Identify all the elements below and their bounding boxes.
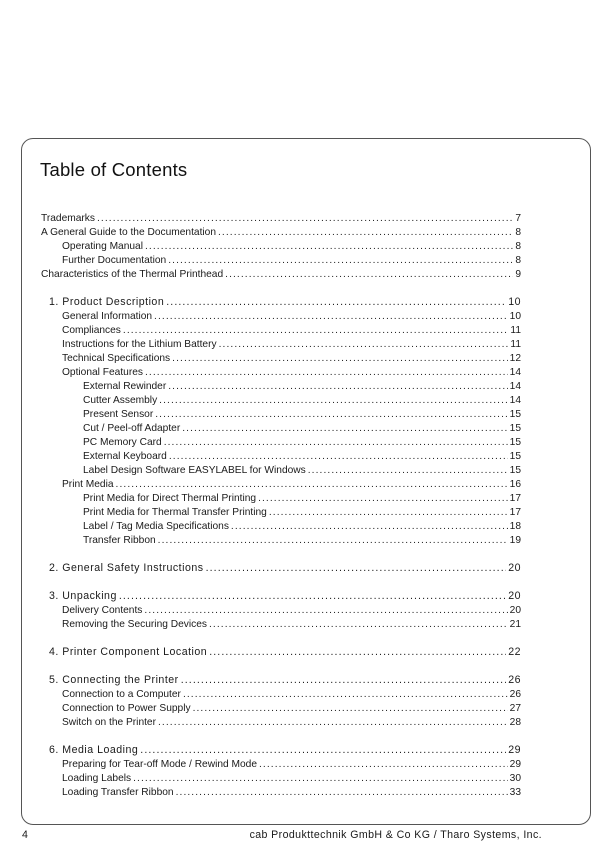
toc-entry-title: Loading Transfer Ribbon — [62, 787, 174, 798]
toc-entry-title: Operating Manual — [62, 241, 143, 252]
toc-entry-page: 16 — [509, 479, 521, 490]
toc-entry-title: General Information — [62, 311, 153, 322]
toc-entry[interactable] — [62, 786, 521, 799]
dot-leader — [181, 674, 507, 687]
dot-leader — [158, 534, 508, 547]
toc-entry-title: 5. Connecting the Printer — [49, 674, 179, 686]
toc-entry[interactable] — [41, 268, 521, 281]
toc-entry-page: 11 — [510, 325, 521, 336]
toc-entry-title: Technical Specifications — [62, 353, 171, 364]
toc-entry[interactable] — [83, 492, 521, 505]
dot-leader — [176, 786, 508, 799]
toc-entry[interactable] — [62, 478, 521, 491]
toc-chapter[interactable] — [49, 562, 521, 575]
toc-entry-title: Label / Tag Media Specifications — [83, 521, 229, 532]
toc-entry-page: 8 — [515, 241, 521, 252]
toc-entry-page: 21 — [509, 619, 521, 630]
toc-entry-title: Instructions for the Lithium Battery — [62, 339, 217, 350]
toc-entry-page: 17 — [509, 493, 521, 504]
toc-entry-page: 10 — [509, 311, 521, 322]
dot-leader — [183, 688, 508, 701]
toc-entry[interactable] — [62, 366, 521, 379]
toc-entry-page: 14 — [509, 381, 521, 392]
toc-entry-page: 11 — [510, 339, 521, 350]
toc-entry-title: Trademarks — [41, 213, 95, 224]
toc-entry-title: Present Sensor — [83, 409, 154, 420]
toc-entry-page: 19 — [509, 535, 521, 546]
toc-entry-title: A General Guide to the Documentation — [41, 227, 216, 238]
dot-leader — [231, 520, 508, 533]
toc-entry[interactable] — [83, 506, 521, 519]
dot-leader — [133, 772, 508, 785]
dot-leader — [155, 408, 507, 421]
footer-page-number: 4 — [22, 829, 28, 841]
toc-entry-title: Connection to Power Supply — [62, 703, 191, 714]
toc-chapter[interactable] — [49, 296, 521, 309]
dot-leader — [168, 254, 513, 267]
page-title: Table of Contents — [40, 159, 188, 180]
toc-entry-page: 7 — [515, 213, 521, 224]
dot-leader — [119, 590, 506, 603]
toc-entry[interactable] — [62, 618, 521, 631]
toc-chapter[interactable] — [49, 674, 521, 687]
toc-entry-title: Optional Features — [62, 367, 143, 378]
dot-leader — [218, 226, 513, 239]
toc-entry-title: Removing the Securing Devices — [62, 619, 207, 630]
toc-entry-page: 17 — [509, 507, 521, 518]
dot-leader — [225, 268, 513, 281]
toc-entry-title: Loading Labels — [62, 773, 132, 784]
dot-leader — [259, 758, 508, 771]
toc-entry-title: Print Media for Direct Thermal Printing — [83, 493, 257, 504]
toc-entry-page: 9 — [515, 269, 521, 280]
toc-entry-page: 33 — [509, 787, 521, 798]
toc-entry[interactable] — [83, 520, 521, 533]
toc-entry-page: 22 — [508, 646, 521, 658]
toc-entry-title: Switch on the Printer — [62, 717, 156, 728]
toc-entry-title: Cut / Peel-off Adapter — [83, 423, 181, 434]
toc-entry[interactable] — [62, 716, 521, 729]
toc-entry[interactable] — [62, 772, 521, 785]
toc-entry-page: 14 — [509, 367, 521, 378]
toc-entry-page: 14 — [509, 395, 521, 406]
dot-leader — [258, 492, 508, 505]
toc-entry-page: 15 — [509, 423, 521, 434]
dot-leader — [116, 478, 508, 491]
toc-entry[interactable] — [83, 380, 521, 393]
dot-leader — [182, 422, 507, 435]
toc-entry[interactable] — [62, 352, 521, 365]
dot-leader — [193, 702, 508, 715]
toc-entry[interactable] — [62, 604, 521, 617]
toc-entry-page: 27 — [509, 703, 521, 714]
toc-entry[interactable] — [62, 702, 521, 715]
toc-entry-page: 20 — [509, 605, 521, 616]
toc-entry-page: 8 — [515, 255, 521, 266]
dot-leader — [219, 338, 509, 351]
toc-entry[interactable] — [83, 450, 521, 463]
toc-entry[interactable] — [83, 394, 521, 407]
toc-entry[interactable] — [62, 338, 521, 351]
dot-leader — [168, 380, 507, 393]
toc-entry-page: 15 — [509, 451, 521, 462]
toc-entry-title: 1. Product Description — [49, 296, 165, 308]
dot-leader — [206, 562, 507, 575]
toc-entry-page: 18 — [509, 521, 521, 532]
toc-entry-title: Compliances — [62, 325, 121, 336]
dot-leader — [145, 240, 513, 253]
dot-leader — [97, 212, 513, 225]
toc-entry-title: Print Media for Thermal Transfer Printing — [83, 507, 267, 518]
toc-entry[interactable] — [83, 464, 521, 477]
toc-entry-page: 28 — [509, 717, 521, 728]
toc-entry-title: Cutter Assembly — [83, 395, 158, 406]
toc-entry-page: 15 — [509, 465, 521, 476]
dot-leader — [269, 506, 508, 519]
toc-entry-title: 3. Unpacking — [49, 590, 117, 602]
toc-entry-page: 26 — [509, 689, 521, 700]
toc-entry-title: Connection to a Computer — [62, 689, 181, 700]
toc-entry[interactable] — [62, 324, 521, 337]
dot-leader — [164, 436, 508, 449]
toc-entry-title: Delivery Contents — [62, 605, 143, 616]
toc-entry[interactable] — [83, 534, 521, 547]
toc-entry-page: 29 — [508, 744, 521, 756]
toc-entry-page: 15 — [509, 409, 521, 420]
dot-leader — [308, 464, 508, 477]
toc-entry-title: Print Media — [62, 479, 114, 490]
dot-leader — [158, 716, 508, 729]
toc-entry-title: External Keyboard — [83, 451, 167, 462]
toc-entry-title: Preparing for Tear-off Mode / Rewind Mode — [62, 759, 257, 770]
dot-leader — [209, 618, 508, 631]
toc-entry[interactable] — [62, 254, 521, 267]
toc-entry-title: 2. General Safety Instructions — [49, 562, 204, 574]
toc-entry[interactable] — [62, 758, 521, 771]
toc-entry-title: 4. Printer Component Location — [49, 646, 208, 658]
toc-entry[interactable] — [62, 240, 521, 253]
toc-entry-title: Characteristics of the Thermal Printhead — [41, 269, 224, 280]
toc-entry-page: 20 — [508, 590, 521, 602]
toc-entry-page: 10 — [508, 296, 521, 308]
toc-chapter[interactable] — [49, 744, 521, 757]
toc-entry-title: Further Documentation — [62, 255, 167, 266]
toc-entry[interactable] — [41, 226, 521, 239]
toc-entry-page: 30 — [509, 773, 521, 784]
toc-entry-page: 26 — [508, 674, 521, 686]
dot-leader — [154, 310, 508, 323]
toc-entry-page: 20 — [508, 562, 521, 574]
toc-entry-title: Transfer Ribbon — [83, 535, 156, 546]
toc-chapter[interactable] — [49, 590, 521, 603]
toc-entry-page: 12 — [509, 353, 521, 364]
dot-leader — [140, 744, 506, 757]
toc-entry-title: PC Memory Card — [83, 437, 162, 448]
dot-leader — [166, 296, 506, 309]
toc-entry-page: 29 — [509, 759, 521, 770]
toc-entry[interactable] — [62, 688, 521, 701]
toc-entry-title: 6. Media Loading — [49, 744, 139, 756]
dot-leader — [123, 324, 509, 337]
toc-entry-title: Label Design Software EASYLABEL for Windows — [83, 465, 306, 476]
toc-entry[interactable] — [62, 310, 521, 323]
toc-chapter[interactable] — [49, 646, 521, 659]
toc-entry[interactable] — [83, 422, 521, 435]
toc-entry-title: External Rewinder — [83, 381, 167, 392]
dot-leader — [144, 604, 507, 617]
dot-leader — [209, 646, 506, 659]
toc-entry-page: 15 — [509, 437, 521, 448]
toc-entry-page: 8 — [515, 227, 521, 238]
footer-company: cab Produkttechnik GmbH & Co KG / Tharo Systems, Inc. — [249, 829, 542, 841]
dot-leader — [159, 394, 507, 407]
dot-leader — [172, 352, 508, 365]
dot-leader — [169, 450, 508, 463]
toc-entry[interactable] — [41, 212, 521, 225]
dot-leader — [145, 366, 508, 379]
toc-entry[interactable] — [83, 408, 521, 421]
toc-entry[interactable] — [83, 436, 521, 449]
